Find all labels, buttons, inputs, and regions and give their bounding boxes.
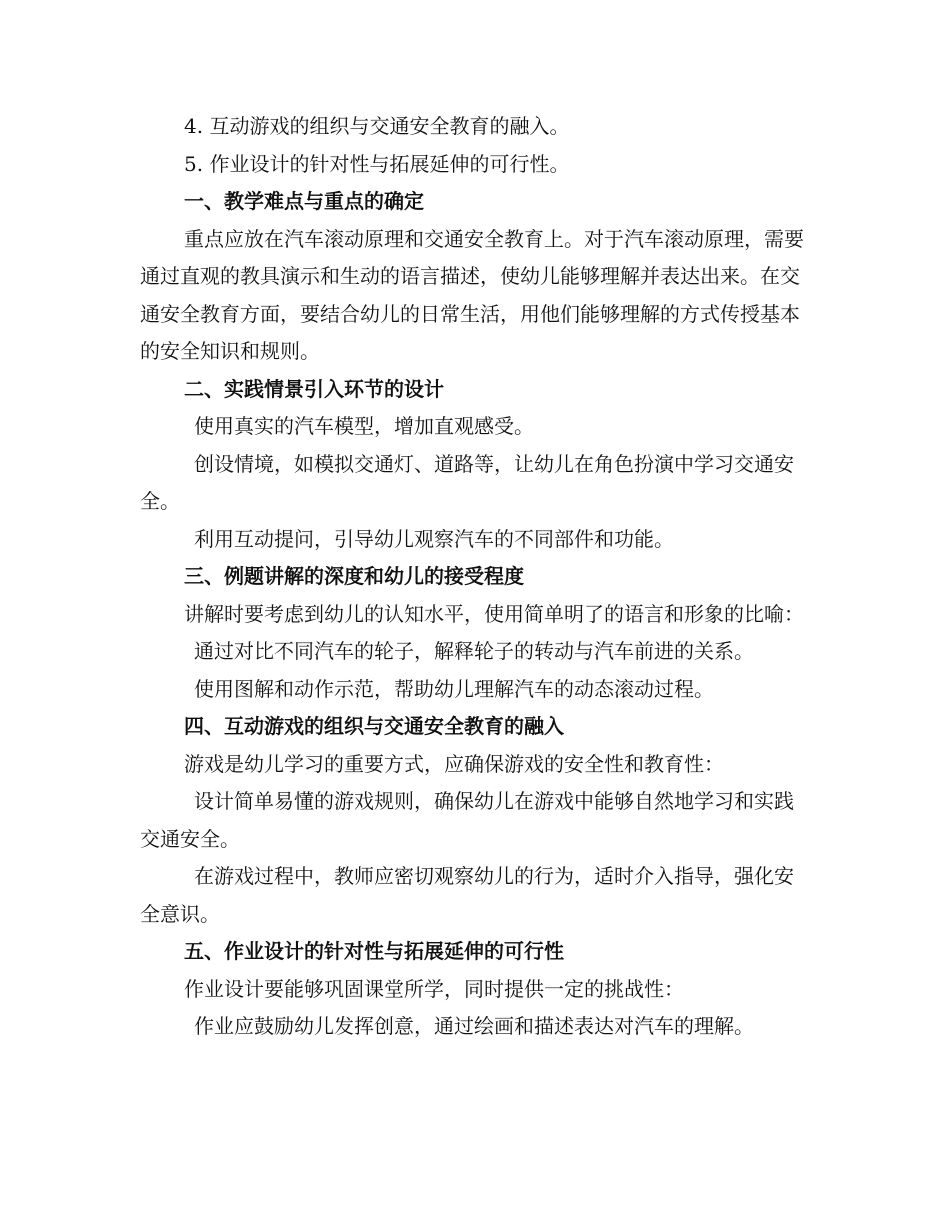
paragraph: 利用互动提问，引导幼儿观察汽车的不同部件和功能。 (194, 526, 674, 551)
paragraph: 使用图解和动作示范，帮助幼儿理解汽车的动态滚动过程。 (194, 676, 714, 701)
section-heading: 五、作业设计的针对性与拓展延伸的可行性 (184, 939, 564, 963)
paragraph: 设计简单易懂的游戏规则，确保幼儿在游戏中能够自然地学习和实践交通安全。 (140, 789, 794, 851)
document-body (140, 108, 810, 1046)
paragraph: 作业设计要能够巩固课堂所学，同时提供一定的挑战性： (184, 976, 684, 1001)
paragraph: 作业应鼓励幼儿发挥创意，通过绘画和描述表达对汽车的理解。 (194, 1014, 754, 1038)
section-heading: 一、教学难点与重点的确定 (184, 189, 424, 213)
section-heading: 二、实践情景引入环节的设计 (184, 376, 444, 401)
paragraph: 讲解时要考虑到幼儿的认知水平，使用简单明了的语言和形象的比喻： (184, 601, 804, 626)
paragraph: 创设情境，如模拟交通灯、道路等，让幼儿在角色扮演中学习交通安全。 (140, 451, 794, 513)
paragraph: 游戏是幼儿学习的重要方式，应确保游戏的安全性和教育性： (184, 751, 724, 776)
list-item: 5. 作业设计的针对性与拓展延伸的可行性。 (184, 151, 570, 176)
paragraph: 重点应放在汽车滚动原理和交通安全教育上。对于汽车滚动原理，需要通过直观的教具演示和生动的语言描述，使幼儿能够理解并表达出来。在交通安全教育方面，要结合幼儿的日常生活，用他们能够理解的方式传授基本的安全知识和规则。 (140, 226, 804, 363)
paragraph: 在游戏过程中，教师应密切观察幼儿的行为，适时介入指导，强化安全意识。 (140, 864, 794, 926)
list-item: 4. 互动游戏的组织与交通安全教育的融入。 (184, 114, 570, 138)
section-heading: 四、互动游戏的组织与交通安全教育的融入 (184, 714, 564, 738)
section-heading: 三、例题讲解的深度和幼儿的接受程度 (184, 564, 524, 588)
paragraph: 使用真实的汽车模型，增加直观感受。 (194, 414, 534, 438)
paragraph: 通过对比不同汽车的轮子，解释轮子的转动与汽车前进的关系。 (194, 639, 754, 663)
